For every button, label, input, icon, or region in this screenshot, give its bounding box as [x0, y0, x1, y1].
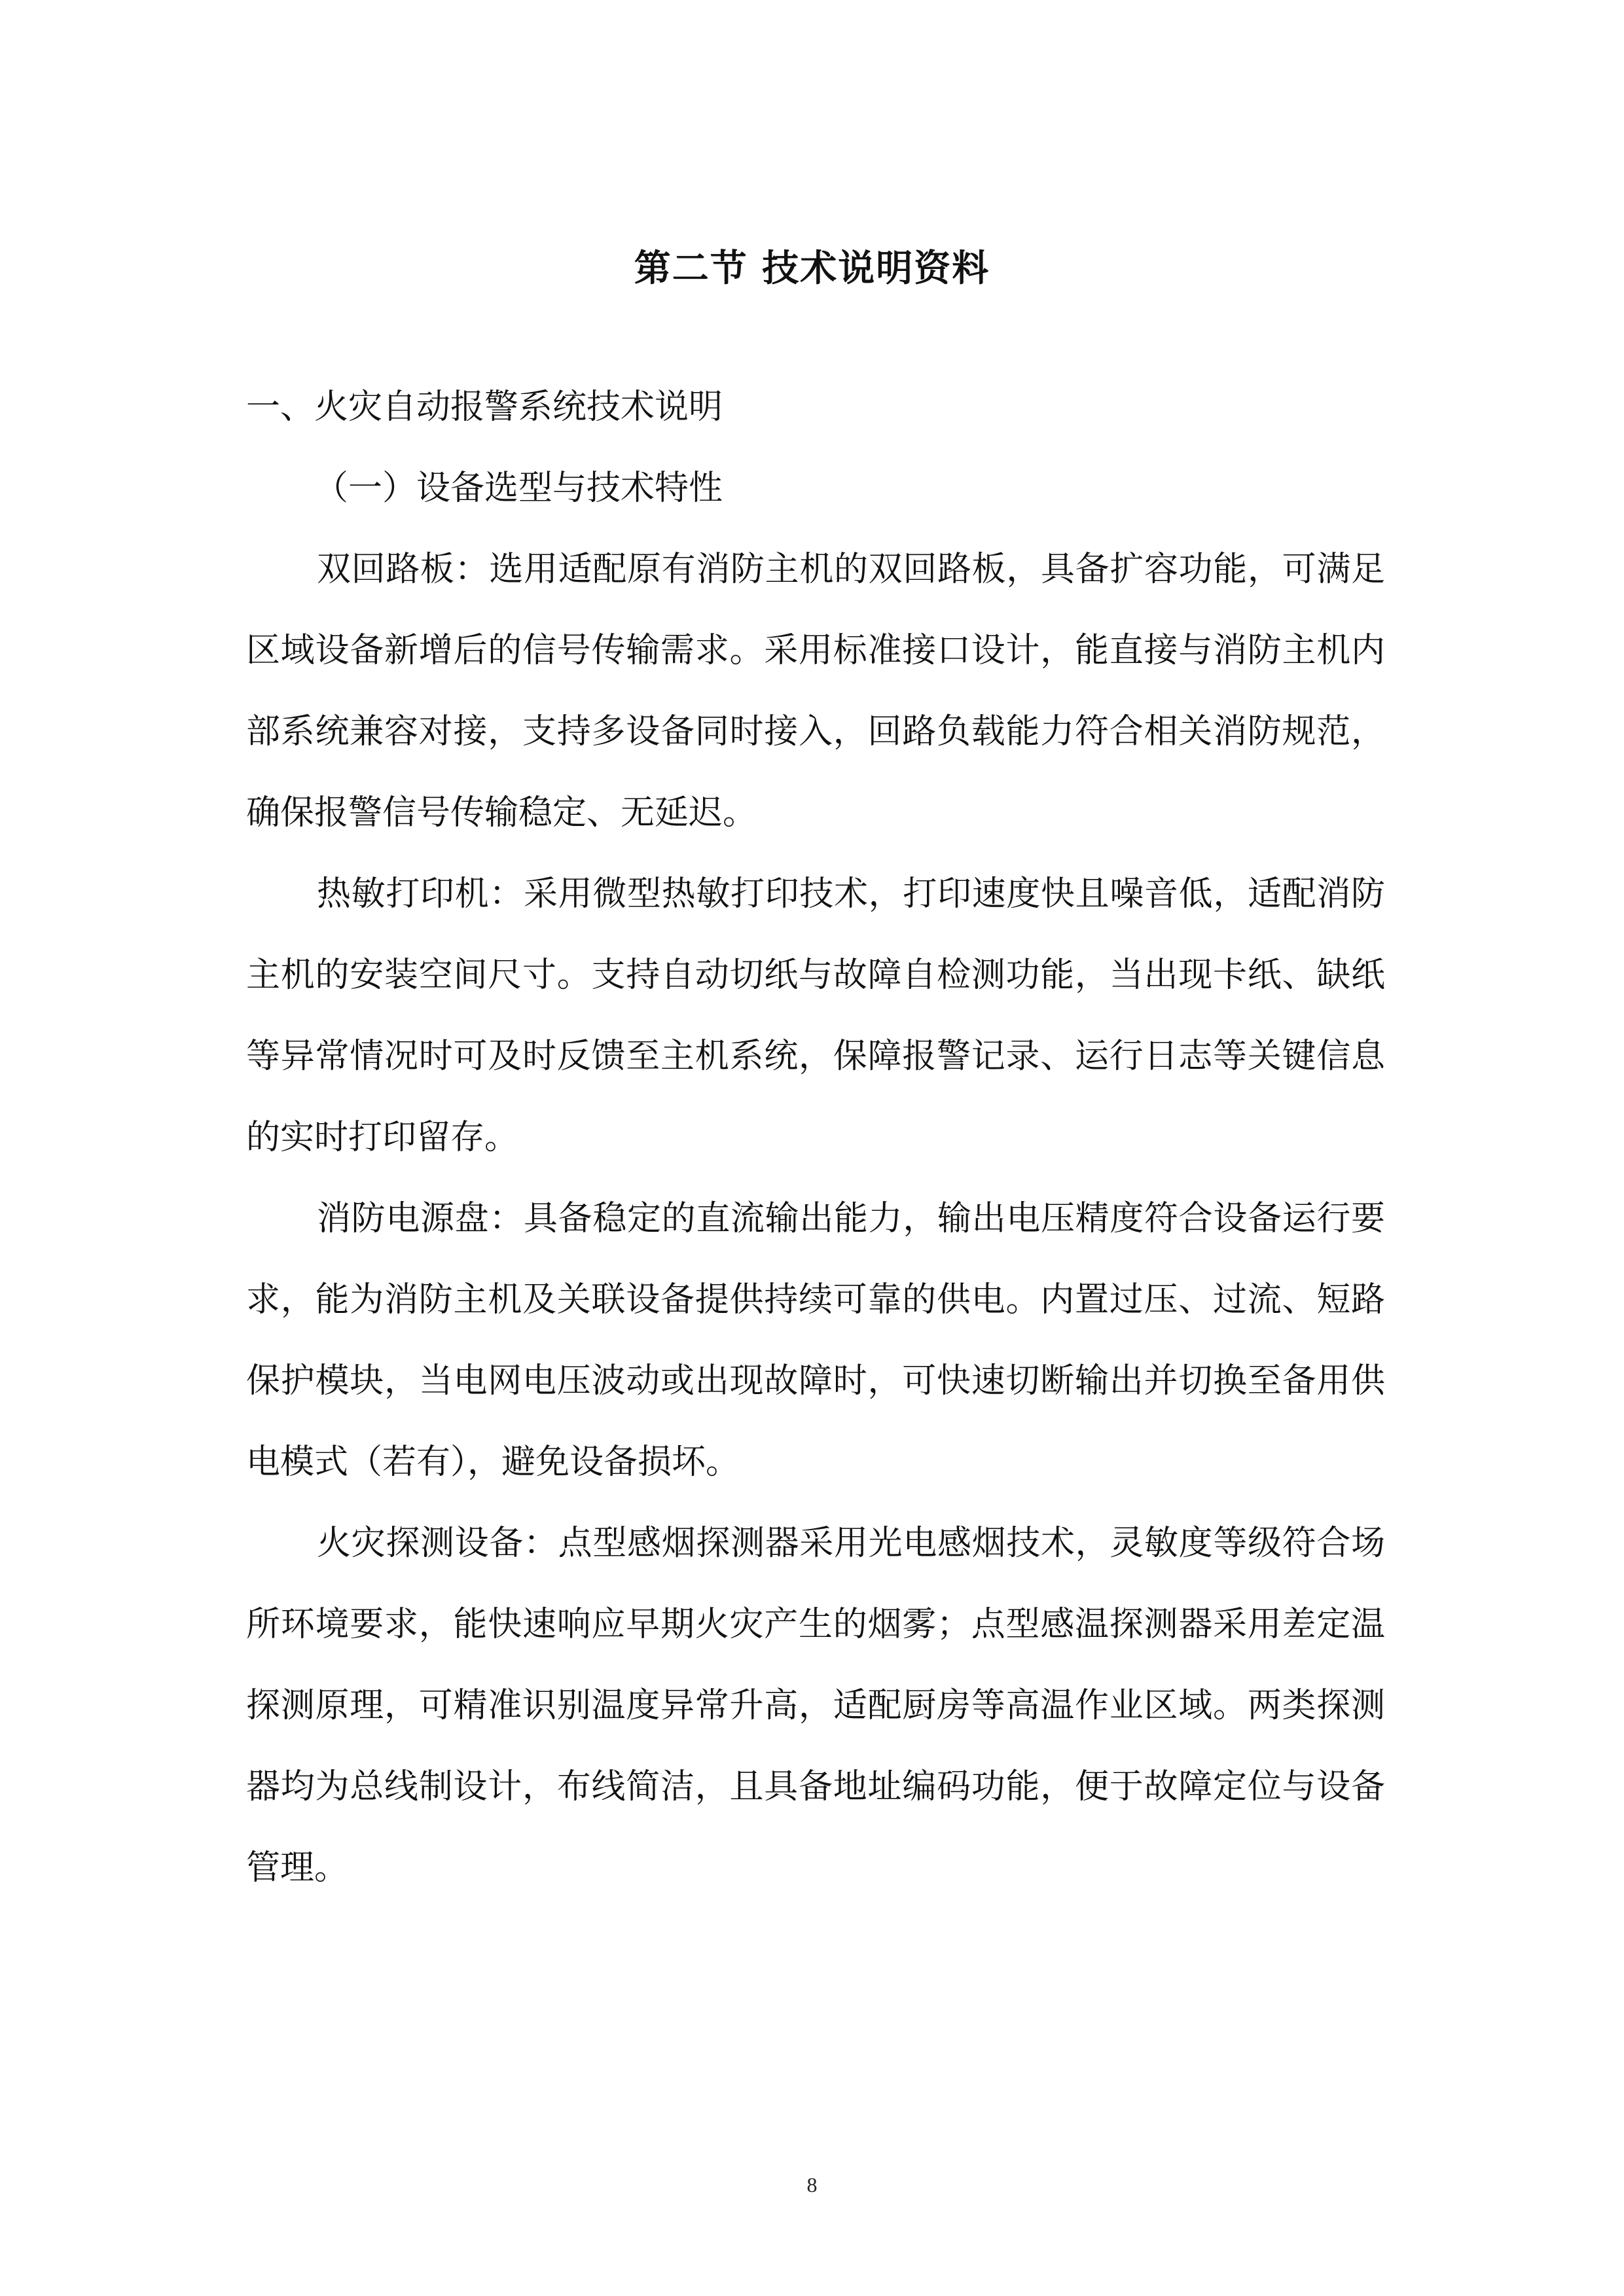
paragraph-fire-detectors: 火灾探测设备：点型感烟探测器采用光电感烟技术，灵敏度等级符合场所环境要求，能快速响应早期火灾产生的烟雾；点型感温探测器采用差定温探测原理，可精准识别温度异常升高，适配厨房等高温作业区域。两类探测器均为总线制设计，布线简洁，且具备地址编码功能，便于故障定位与设备管理。 [246, 1524, 1385, 1888]
body-content [246, 367, 1385, 1909]
section-subheading: （一）设备选型与技术特性 [314, 469, 723, 508]
section-heading: 一、火灾自动报警系统技术说明 [246, 387, 723, 427]
paragraph-dual-loop-board: 双回路板：选用适配原有消防主机的双回路板，具备扩容功能，可满足区域设备新增后的信号传输需求。采用标准接口设计，能直接与消防主机内部系统兼容对接，支持多设备同时接入，回路负载能力符合相关消防规范，确保报警信号传输稳定、无延迟。 [246, 550, 1385, 833]
paragraph-thermal-printer: 热敏打印机：采用微型热敏打印技术，打印速度快且噪音低，适配消防主机的安装空间尺寸。支持自动切纸与故障自检测功能，当出现卡纸、缺纸等异常情况时可及时反馈至主机系统，保障报警记录、运行日志等关键信息的实时打印留存。 [246, 874, 1385, 1157]
paragraph-fire-power-supply: 消防电源盘：具备稳定的直流输出能力，输出电压精度符合设备运行要求，能为消防主机及关联设备提供持续可靠的供电。内置过压、过流、短路保护模块，当电网电压波动或出现故障时，可快速切断输出并切换至备用供电模式（若有），避免设备损坏。 [246, 1199, 1385, 1482]
page-title: 第二节 技术说明资料 [634, 247, 990, 290]
page-number: 8 [806, 2173, 818, 2197]
